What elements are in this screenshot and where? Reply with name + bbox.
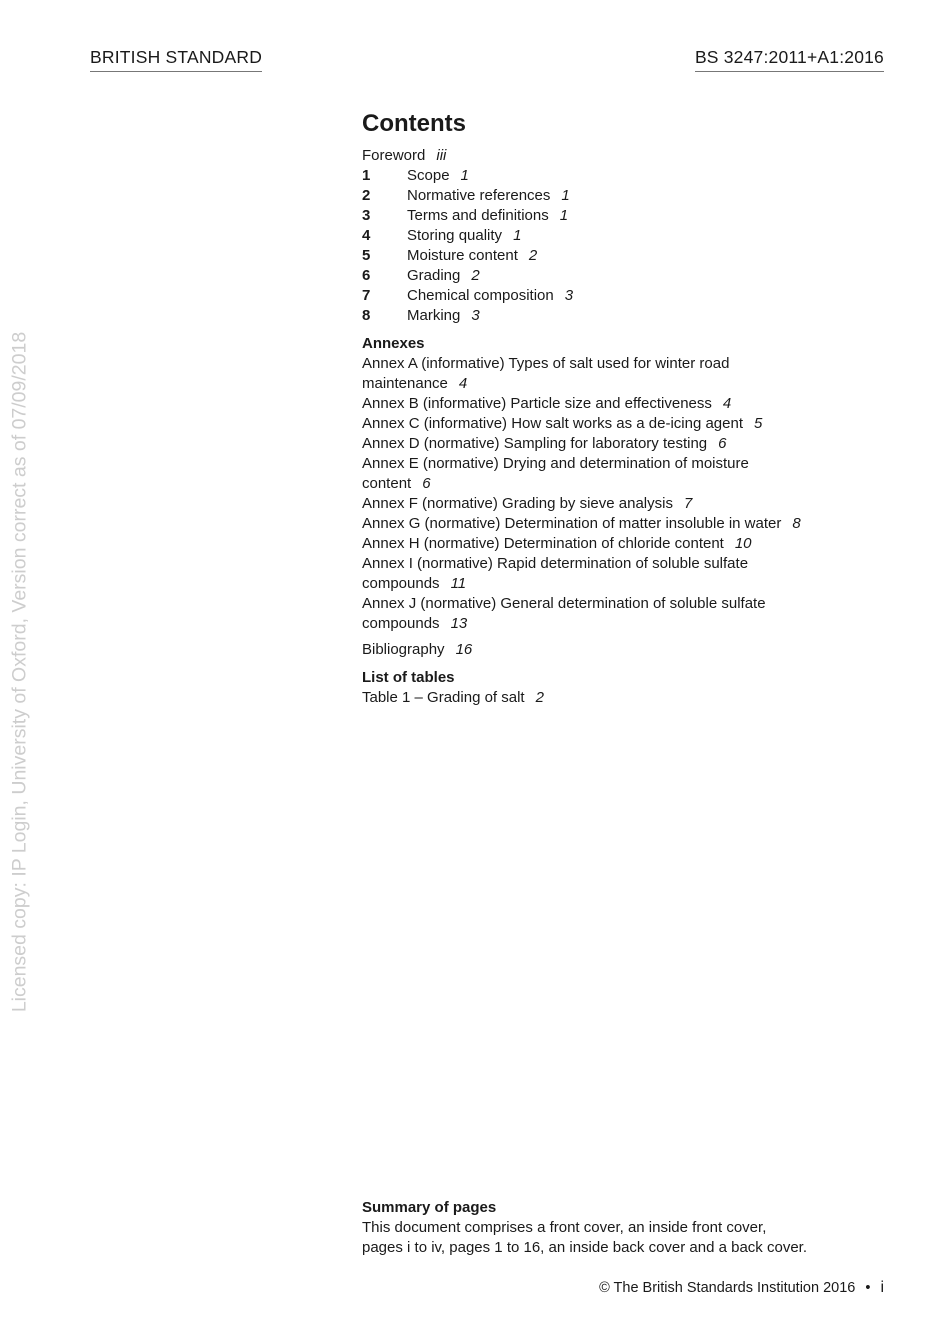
toc-section-title: Terms and definitions bbox=[407, 207, 549, 224]
toc-section-title: Moisture content bbox=[407, 247, 518, 264]
toc-annex-title: Annex G (normative) Determination of matter insoluble in water bbox=[362, 515, 782, 532]
header-standard-number: BS 3247:2011+A1:2016 bbox=[695, 47, 884, 72]
toc-annex-item[interactable] bbox=[362, 454, 892, 494]
toc-page-number: 7 bbox=[683, 495, 693, 512]
toc-annexes-list bbox=[362, 354, 892, 634]
toc-page-number: 3 bbox=[564, 287, 574, 304]
toc-annex-item[interactable] bbox=[362, 594, 892, 634]
toc-annex-title-end: compounds bbox=[362, 615, 440, 632]
toc-annex-item[interactable] bbox=[362, 414, 892, 434]
toc-sections-list bbox=[362, 166, 892, 326]
toc-annex-item[interactable] bbox=[362, 394, 892, 414]
toc-annex-title: Annex H (normative) Determination of chloride content bbox=[362, 535, 724, 552]
toc-page-number: 1 bbox=[559, 207, 569, 224]
toc-foreword-label: Foreword bbox=[362, 147, 426, 164]
toc-section-1[interactable] bbox=[362, 166, 892, 186]
toc-section-title: Normative references bbox=[407, 187, 551, 204]
toc-section-5[interactable] bbox=[362, 246, 892, 266]
toc-annex-line bbox=[362, 434, 892, 454]
toc-page-number: 11 bbox=[450, 575, 467, 592]
toc-annex-line bbox=[362, 534, 892, 554]
toc-page-number: 5 bbox=[754, 415, 763, 432]
toc-section-number: 4 bbox=[362, 227, 371, 244]
toc-annex-title-continued bbox=[362, 474, 892, 494]
toc-foreword[interactable] bbox=[362, 146, 892, 166]
toc-annex-item[interactable] bbox=[362, 354, 892, 394]
toc-section-title: Chemical composition bbox=[407, 287, 554, 304]
contents-column bbox=[362, 108, 892, 708]
toc-annex-title: Annex J (normative) General determination of soluble sulfate bbox=[362, 595, 766, 612]
toc-annex-title-continued bbox=[362, 374, 892, 394]
toc-section-4[interactable] bbox=[362, 226, 892, 246]
toc-page-number: 6 bbox=[718, 435, 727, 452]
page-footer bbox=[599, 1279, 884, 1297]
toc-annex-item[interactable] bbox=[362, 434, 892, 454]
toc-annex-item[interactable] bbox=[362, 514, 892, 534]
toc-section-title: Storing quality bbox=[407, 227, 503, 244]
toc-annex-title: Annex D (normative) Sampling for laboratory testing bbox=[362, 435, 708, 452]
toc-table-title: Table 1 – Grading of salt bbox=[362, 689, 525, 706]
contents-title: Contents bbox=[362, 110, 466, 137]
header-standard-label: BRITISH STANDARD bbox=[90, 47, 262, 72]
toc-page-number: 13 bbox=[450, 615, 468, 632]
toc-annex-item[interactable] bbox=[362, 554, 892, 594]
toc-page-number: 1 bbox=[460, 167, 469, 184]
tables-heading: List of tables bbox=[362, 669, 455, 686]
toc-annex-title-end: content bbox=[362, 475, 412, 492]
toc-section-title: Scope bbox=[407, 167, 450, 184]
toc-page-number: 2 bbox=[535, 689, 544, 706]
toc-section-8[interactable] bbox=[362, 306, 892, 326]
toc-annex-title: Annex C (informative) How salt works as a de-icing agent bbox=[362, 415, 743, 432]
toc-page-number: 6 bbox=[422, 475, 431, 492]
toc-page-number: 2 bbox=[528, 247, 538, 264]
toc-section-title: Marking bbox=[407, 307, 461, 324]
toc-section-3[interactable] bbox=[362, 206, 892, 226]
toc-annex-title: Annex A (informative) Types of salt used for winter road bbox=[362, 355, 730, 372]
toc-annex-item[interactable] bbox=[362, 494, 892, 514]
toc-section-title: Grading bbox=[407, 267, 461, 284]
copyright-notice: © The British Standards Institution 2016 bbox=[599, 1280, 856, 1296]
summary-heading: Summary of pages bbox=[362, 1199, 497, 1216]
toc-page-number: 2 bbox=[471, 267, 480, 284]
toc-annex-title: Annex F (normative) Grading by sieve analysis bbox=[362, 495, 673, 512]
toc-section-number: 5 bbox=[362, 247, 371, 264]
toc-page-number: 3 bbox=[471, 307, 480, 324]
toc-annex-title-end: compounds bbox=[362, 575, 440, 592]
toc-bibliography[interactable] bbox=[362, 640, 892, 660]
toc-page-number: 4 bbox=[722, 395, 732, 412]
toc-bibliography-label: Bibliography bbox=[362, 641, 445, 658]
toc-section-number: 8 bbox=[362, 307, 371, 324]
toc-annex-title-end: maintenance bbox=[362, 375, 448, 392]
toc-tables-list bbox=[362, 688, 892, 708]
toc-annex-title: Annex E (normative) Drying and determination of moisture bbox=[362, 455, 749, 472]
toc-page-number: 1 bbox=[513, 227, 522, 244]
page-number: i bbox=[880, 1279, 884, 1296]
summary-line: pages i to iv, pages 1 to 16, an inside back cover and a back cover. bbox=[362, 1239, 807, 1256]
toc-section-number: 1 bbox=[362, 167, 371, 184]
toc-section-2[interactable] bbox=[362, 186, 892, 206]
toc-page-number: 16 bbox=[455, 641, 473, 658]
toc-section-number: 6 bbox=[362, 267, 371, 284]
toc-annex-title-continued bbox=[362, 574, 892, 594]
toc-page-number: 1 bbox=[561, 187, 570, 204]
toc-annex-line bbox=[362, 514, 892, 534]
license-watermark: Licensed copy: IP Login, University of Oxford, Version correct as of 07/09/2018 bbox=[8, 331, 31, 1013]
toc-annex-item[interactable] bbox=[362, 534, 892, 554]
toc-table-item[interactable] bbox=[362, 688, 892, 708]
toc-section-number: 3 bbox=[362, 207, 371, 224]
toc-page-number: 4 bbox=[458, 375, 468, 392]
toc-annex-title: Annex B (informative) Particle size and effectiveness bbox=[362, 395, 712, 412]
annexes-heading: Annexes bbox=[362, 335, 425, 352]
toc-page-number: 8 bbox=[792, 515, 801, 532]
toc-annex-title-continued bbox=[362, 614, 892, 634]
toc-annex-title: Annex I (normative) Rapid determination of soluble sulfate bbox=[362, 555, 749, 572]
toc-section-number: 7 bbox=[362, 287, 371, 304]
toc-page-number: 10 bbox=[734, 535, 752, 552]
toc-section-7[interactable] bbox=[362, 286, 892, 306]
toc-annex-line bbox=[362, 394, 892, 414]
summary-line: This document comprises a front cover, an inside front cover, bbox=[362, 1219, 767, 1236]
toc-page-number: iii bbox=[436, 147, 447, 164]
toc-annex-line bbox=[362, 494, 892, 514]
toc-section-number: 2 bbox=[362, 187, 371, 204]
toc-section-6[interactable] bbox=[362, 266, 892, 286]
toc-annex-line bbox=[362, 414, 892, 434]
footer-bullet: • bbox=[865, 1280, 871, 1296]
summary-of-pages bbox=[362, 1198, 892, 1258]
